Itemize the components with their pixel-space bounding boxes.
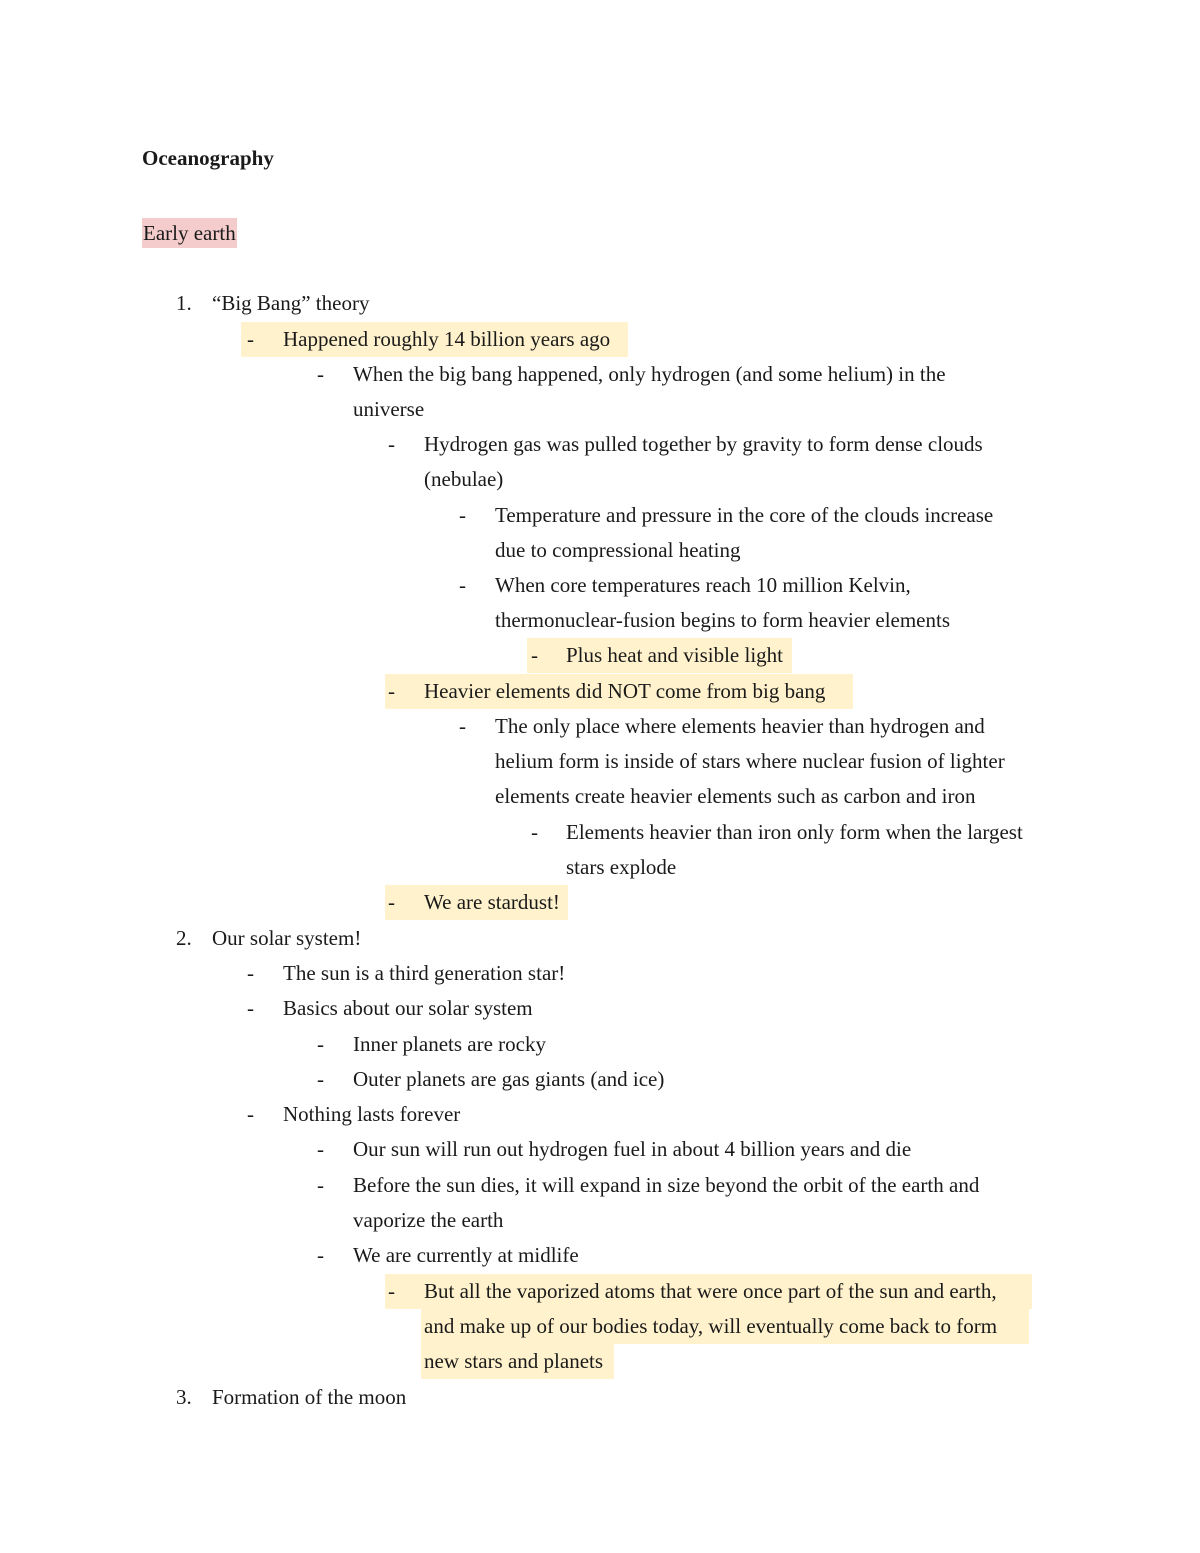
bullet-text: stars explode: [566, 855, 677, 879]
bullet-text: Our sun will run out hydrogen fuel in about 4 billion years and die: [353, 1137, 912, 1161]
bullet-text: Nothing lasts forever: [283, 1102, 461, 1126]
bullet-dash: -: [317, 1243, 324, 1267]
bullet-dash: -: [459, 573, 466, 597]
bullet-text: helium form is inside of stars where nuclear fusion of lighter: [495, 749, 1005, 773]
bullet-text: Inner planets are rocky: [353, 1032, 546, 1056]
bullet-text: Plus heat and visible light: [566, 643, 783, 667]
bullet-text: Heavier elements did NOT come from big bang: [424, 679, 826, 703]
list-number: 1.: [176, 291, 192, 315]
bullet-text: When core temperatures reach 10 million Kelvin,: [495, 573, 911, 597]
bullet-text: We are stardust!: [424, 890, 560, 914]
bullet-text: (nebulae): [424, 467, 504, 491]
bullet-dash: -: [317, 1137, 324, 1161]
section-heading: Early earth: [142, 218, 237, 248]
list-number: 2.: [176, 926, 192, 950]
bullet-dash: -: [247, 327, 254, 351]
bullet-text: Before the sun dies, it will expand in size beyond the orbit of the earth and: [353, 1173, 980, 1197]
list-number: 3.: [176, 1385, 192, 1409]
bullet-text: When the big bang happened, only hydrogen (and some helium) in the: [353, 362, 946, 386]
bullet-dash: -: [531, 820, 538, 844]
bullet-text: new stars and planets: [424, 1349, 604, 1373]
bullet-dash: -: [459, 503, 466, 527]
bullet-text: vaporize the earth: [353, 1208, 504, 1232]
list-item: “Big Bang” theory: [212, 291, 370, 315]
bullet-dash: -: [388, 1279, 395, 1303]
bullet-dash: -: [459, 714, 466, 738]
bullet-dash: -: [247, 961, 254, 985]
bullet-text: and make up of our bodies today, will eventually come back to form: [424, 1314, 998, 1338]
bullet-text: Temperature and pressure in the core of the clouds increase: [495, 503, 994, 527]
list-item: Our solar system!: [212, 926, 362, 950]
bullet-dash: -: [531, 643, 538, 667]
bullet-text: But all the vaporized atoms that were once part of the sun and earth,: [424, 1279, 997, 1303]
bullet-text: elements create heavier elements such as carbon and iron: [495, 784, 976, 808]
bullet-text: Outer planets are gas giants (and ice): [353, 1067, 665, 1091]
bullet-dash: -: [388, 890, 395, 914]
bullet-text: The sun is a third generation star!: [283, 961, 566, 985]
bullet-dash: -: [317, 362, 324, 386]
bullet-text: Happened roughly 14 billion years ago: [283, 327, 611, 351]
bullet-dash: -: [247, 996, 254, 1020]
bullet-text: Hydrogen gas was pulled together by gravity to form dense clouds: [424, 432, 983, 456]
bullet-text: The only place where elements heavier than hydrogen and: [495, 714, 985, 738]
bullet-text: due to compressional heating: [495, 538, 741, 562]
bullet-text: Basics about our solar system: [283, 996, 533, 1020]
bullet-text: We are currently at midlife: [353, 1243, 579, 1267]
bullet-text: Elements heavier than iron only form when the largest: [566, 820, 1023, 844]
bullet-dash: -: [317, 1032, 324, 1056]
bullet-dash: -: [388, 432, 395, 456]
bullet-dash: -: [247, 1102, 254, 1126]
bullet-text: universe: [353, 397, 425, 421]
bullet-text: thermonuclear-fusion begins to form heavier elements: [495, 608, 951, 632]
page-title: Oceanography: [142, 146, 274, 170]
bullet-dash: -: [388, 679, 395, 703]
bullet-dash: -: [317, 1173, 324, 1197]
list-item: Formation of the moon: [212, 1385, 407, 1409]
bullet-dash: -: [317, 1067, 324, 1091]
